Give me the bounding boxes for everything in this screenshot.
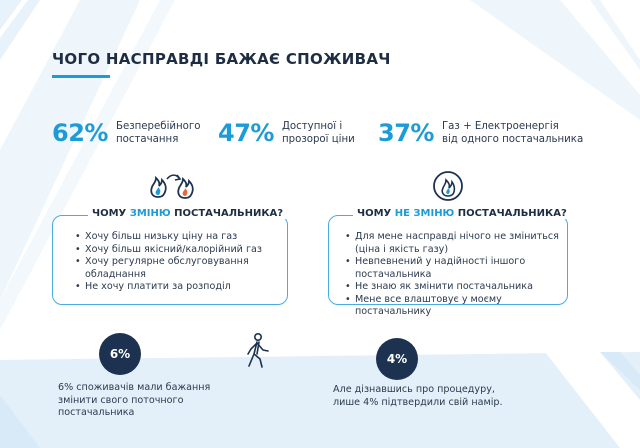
change-reasons-list (75, 231, 262, 294)
stat-value: 62% (52, 119, 108, 147)
list-item: • Мене все влаштовує у моєму постачальнику (345, 294, 567, 319)
four-percent-note: Але дізнавшись про процедуру, лише 4% підтвердили свій намір. (333, 384, 503, 408)
list-item: • Хочу регулярне обслуговування обладнання (75, 256, 262, 281)
heading-suffix: ПОСТАЧАЛЬНИКА? (170, 208, 284, 219)
six-percent-note: 6% споживачів мали бажання змінити свого поточного постачальника (58, 382, 211, 418)
list-item: • Невпевнений у надійності іншого постачальника (345, 256, 567, 281)
stat-value: 37% (378, 119, 434, 147)
stat-affordable-price (218, 120, 355, 146)
stay-reasons-list (345, 231, 567, 319)
heading-highlight: НЕ ЗМІНЮ (394, 208, 455, 219)
list-item: • Для мене насправді нічого не зміниться (ціна і якість газу) (345, 231, 567, 256)
stat-description: Газ + Електроенергія від одного постачальника (441, 121, 584, 145)
walking-person-icon (243, 332, 273, 374)
list-item: • Хочу більш низьку ціну на газ (75, 231, 262, 244)
list-item: • Не знаю як змінити постачальника (345, 281, 567, 294)
title-underline (52, 75, 110, 78)
list-item: • Хочу більш якісний/калорійний газ (75, 244, 262, 257)
stat-description: Доступної і прозорої ціни (281, 121, 355, 145)
change-box-heading (88, 208, 287, 219)
stat-description: Безперебійного постачання (115, 121, 201, 145)
heading-highlight: ЗМІНЮ (129, 208, 171, 219)
flame-swap-icon (148, 170, 198, 204)
stay-box-heading (353, 208, 571, 219)
change-reasons-box (52, 215, 288, 305)
stat-gas-electricity-bundle (378, 120, 583, 146)
four-percent-badge: 4% (376, 338, 418, 380)
stay-reasons-box (328, 215, 568, 317)
heading-prefix: ЧОМУ (92, 208, 130, 219)
six-percent-badge: 6% (99, 333, 141, 375)
flame-circle-icon (432, 170, 464, 206)
heading-prefix: ЧОМУ (357, 208, 395, 219)
list-item: • Не хочу платити за розподіл (75, 281, 262, 294)
stat-uninterrupted-supply (52, 120, 201, 146)
stat-value: 47% (218, 119, 274, 147)
heading-suffix: ПОСТАЧАЛЬНИКА? (454, 208, 567, 219)
page-title: ЧОГО НАСПРАВДІ БАЖАЄ СПОЖИВАЧ (52, 50, 391, 68)
